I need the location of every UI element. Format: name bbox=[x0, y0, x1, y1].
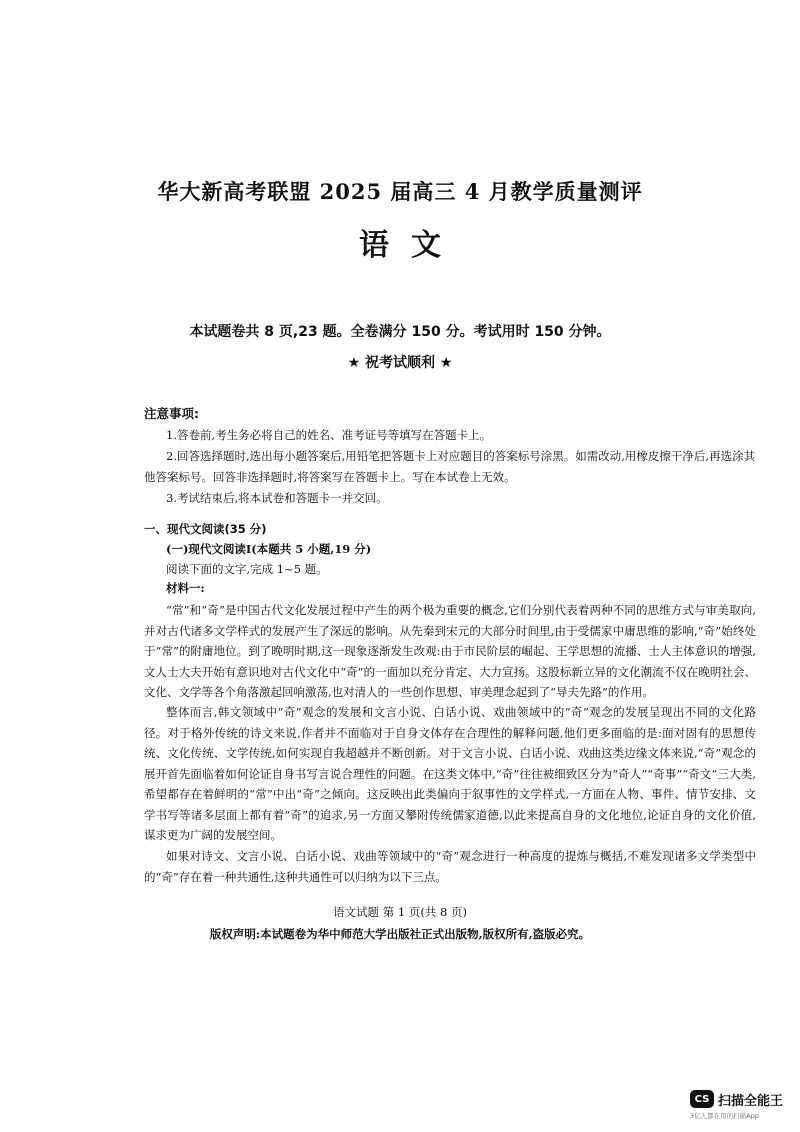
notice-item: 2.回答选择题时,选出每小题答案后,用铅笔把答题卡上对应题目的答案标号涂黑。如需改动,用橡皮擦干净后,再选涂其他答案标号。回答非选择题时,将答案写在答题卡上。写在本试卷上无效。 bbox=[144, 449, 756, 484]
material-label: 材料一: bbox=[166, 581, 205, 595]
exam-title: 华大新高考联盟 2025 届高三 4 月教学质量测评 bbox=[157, 179, 643, 204]
passage-paragraph: 如果对诗文、文言小说、白话小说、戏曲等领域中的“奇”观念进行一种高度的提炼与概括,不难发现诸多文学类型中的“奇”存在着一种共通性,这种共通性可以归纳为以下三点。 bbox=[144, 849, 756, 884]
subsection-heading: (一)现代文阅读Ⅰ(本题共 5 小题,19 分) bbox=[166, 542, 372, 556]
notice-heading: 注意事项: bbox=[144, 406, 199, 421]
notice-item: 1.答卷前,考生务必将自己的姓名、准考证号等填写在答题卡上。 bbox=[166, 428, 492, 442]
camscanner-logo-icon: CS bbox=[690, 1090, 714, 1108]
watermark-app-name: 扫描全能王 bbox=[718, 1094, 784, 1109]
page-footer: 语文试题 第 1 页(共 8 页) bbox=[333, 905, 467, 919]
exam-info: 本试题卷共 8 页,23 题。全卷满分 150 分。考试用时 150 分钟。 bbox=[189, 324, 611, 340]
copyright-notice: 版权声明:本试题卷为华中师范大学出版社正式出版物,版权所有,盗版必究。 bbox=[209, 927, 591, 941]
passage-paragraph: 整体而言,韩文领域中“奇”观念的发展和文言小说、白话小说、戏曲领域中的“奇”观念的发展呈现出不同的文化路径。对于格外传统的诗文来说,作者并不面临对于自身文体存在合理性的解释问题,他们更多面临的是:面对固有的思想传统、文化传统、文学传统,如何实现自我超越并不断创新。对于文言小说、白话小说、戏曲这类边缘文体来说,“奇”观念的展开首先面临着如何论证自身书写言说合理性的问题。在这类文体中,“奇”往往被细致区分为“奇人”“奇事”“奇文”三大类,希望都存在着鲜明的“常”中出“奇”之倾向。这反映出此类偏向于叙事性的文学样式,一方面在人物、事件、情节安排、文学书写等诸多层面上都有着“奇”的追求,另一方面又攀附传统儒家道德,以此来提高自身的文化地位,论证自身的文化价值,谋求更为广阔的发展空间。 bbox=[144, 705, 756, 842]
reading-instruction: 阅读下面的文字,完成 1~5 题。 bbox=[166, 562, 328, 576]
watermark-tagline: 3亿人都在用的扫描App bbox=[690, 1112, 759, 1120]
passage-paragraph: “常”和“奇”是中国古代文化发展过程中产生的两个极为重要的概念,它们分别代表着两种不同的思维方式与审美取向,并对古代诸多文学样式的发展产生了深远的影响。从先秦到宋元的大部分时间里,由于受儒家中庸思维的影响,“奇”始终处于“常”的附庸地位。到了晚明时期,这一现象逐渐发生改观:由于市民阶层的崛起、王学思想的流播、士人主体意识的增强,文人士大夫开始有意识地对古代文化中“奇”的一面加以充分肯定、大力宣扬。这股标新立异的文化潮流不仅在晚明社会、文化、文学等各个角落激起回响激荡,也对清人的一些创作思想、审美理念起到了“导夫先路”的作用。 bbox=[144, 603, 756, 699]
subject-title: 语文 bbox=[359, 228, 463, 263]
blessing-line: ★ 祝考试顺利 ★ bbox=[347, 355, 453, 371]
section-heading: 一、现代文阅读(35 分) bbox=[144, 522, 267, 536]
notice-item: 3.考试结束后,将本试卷和答题卡一并交回。 bbox=[166, 491, 388, 505]
